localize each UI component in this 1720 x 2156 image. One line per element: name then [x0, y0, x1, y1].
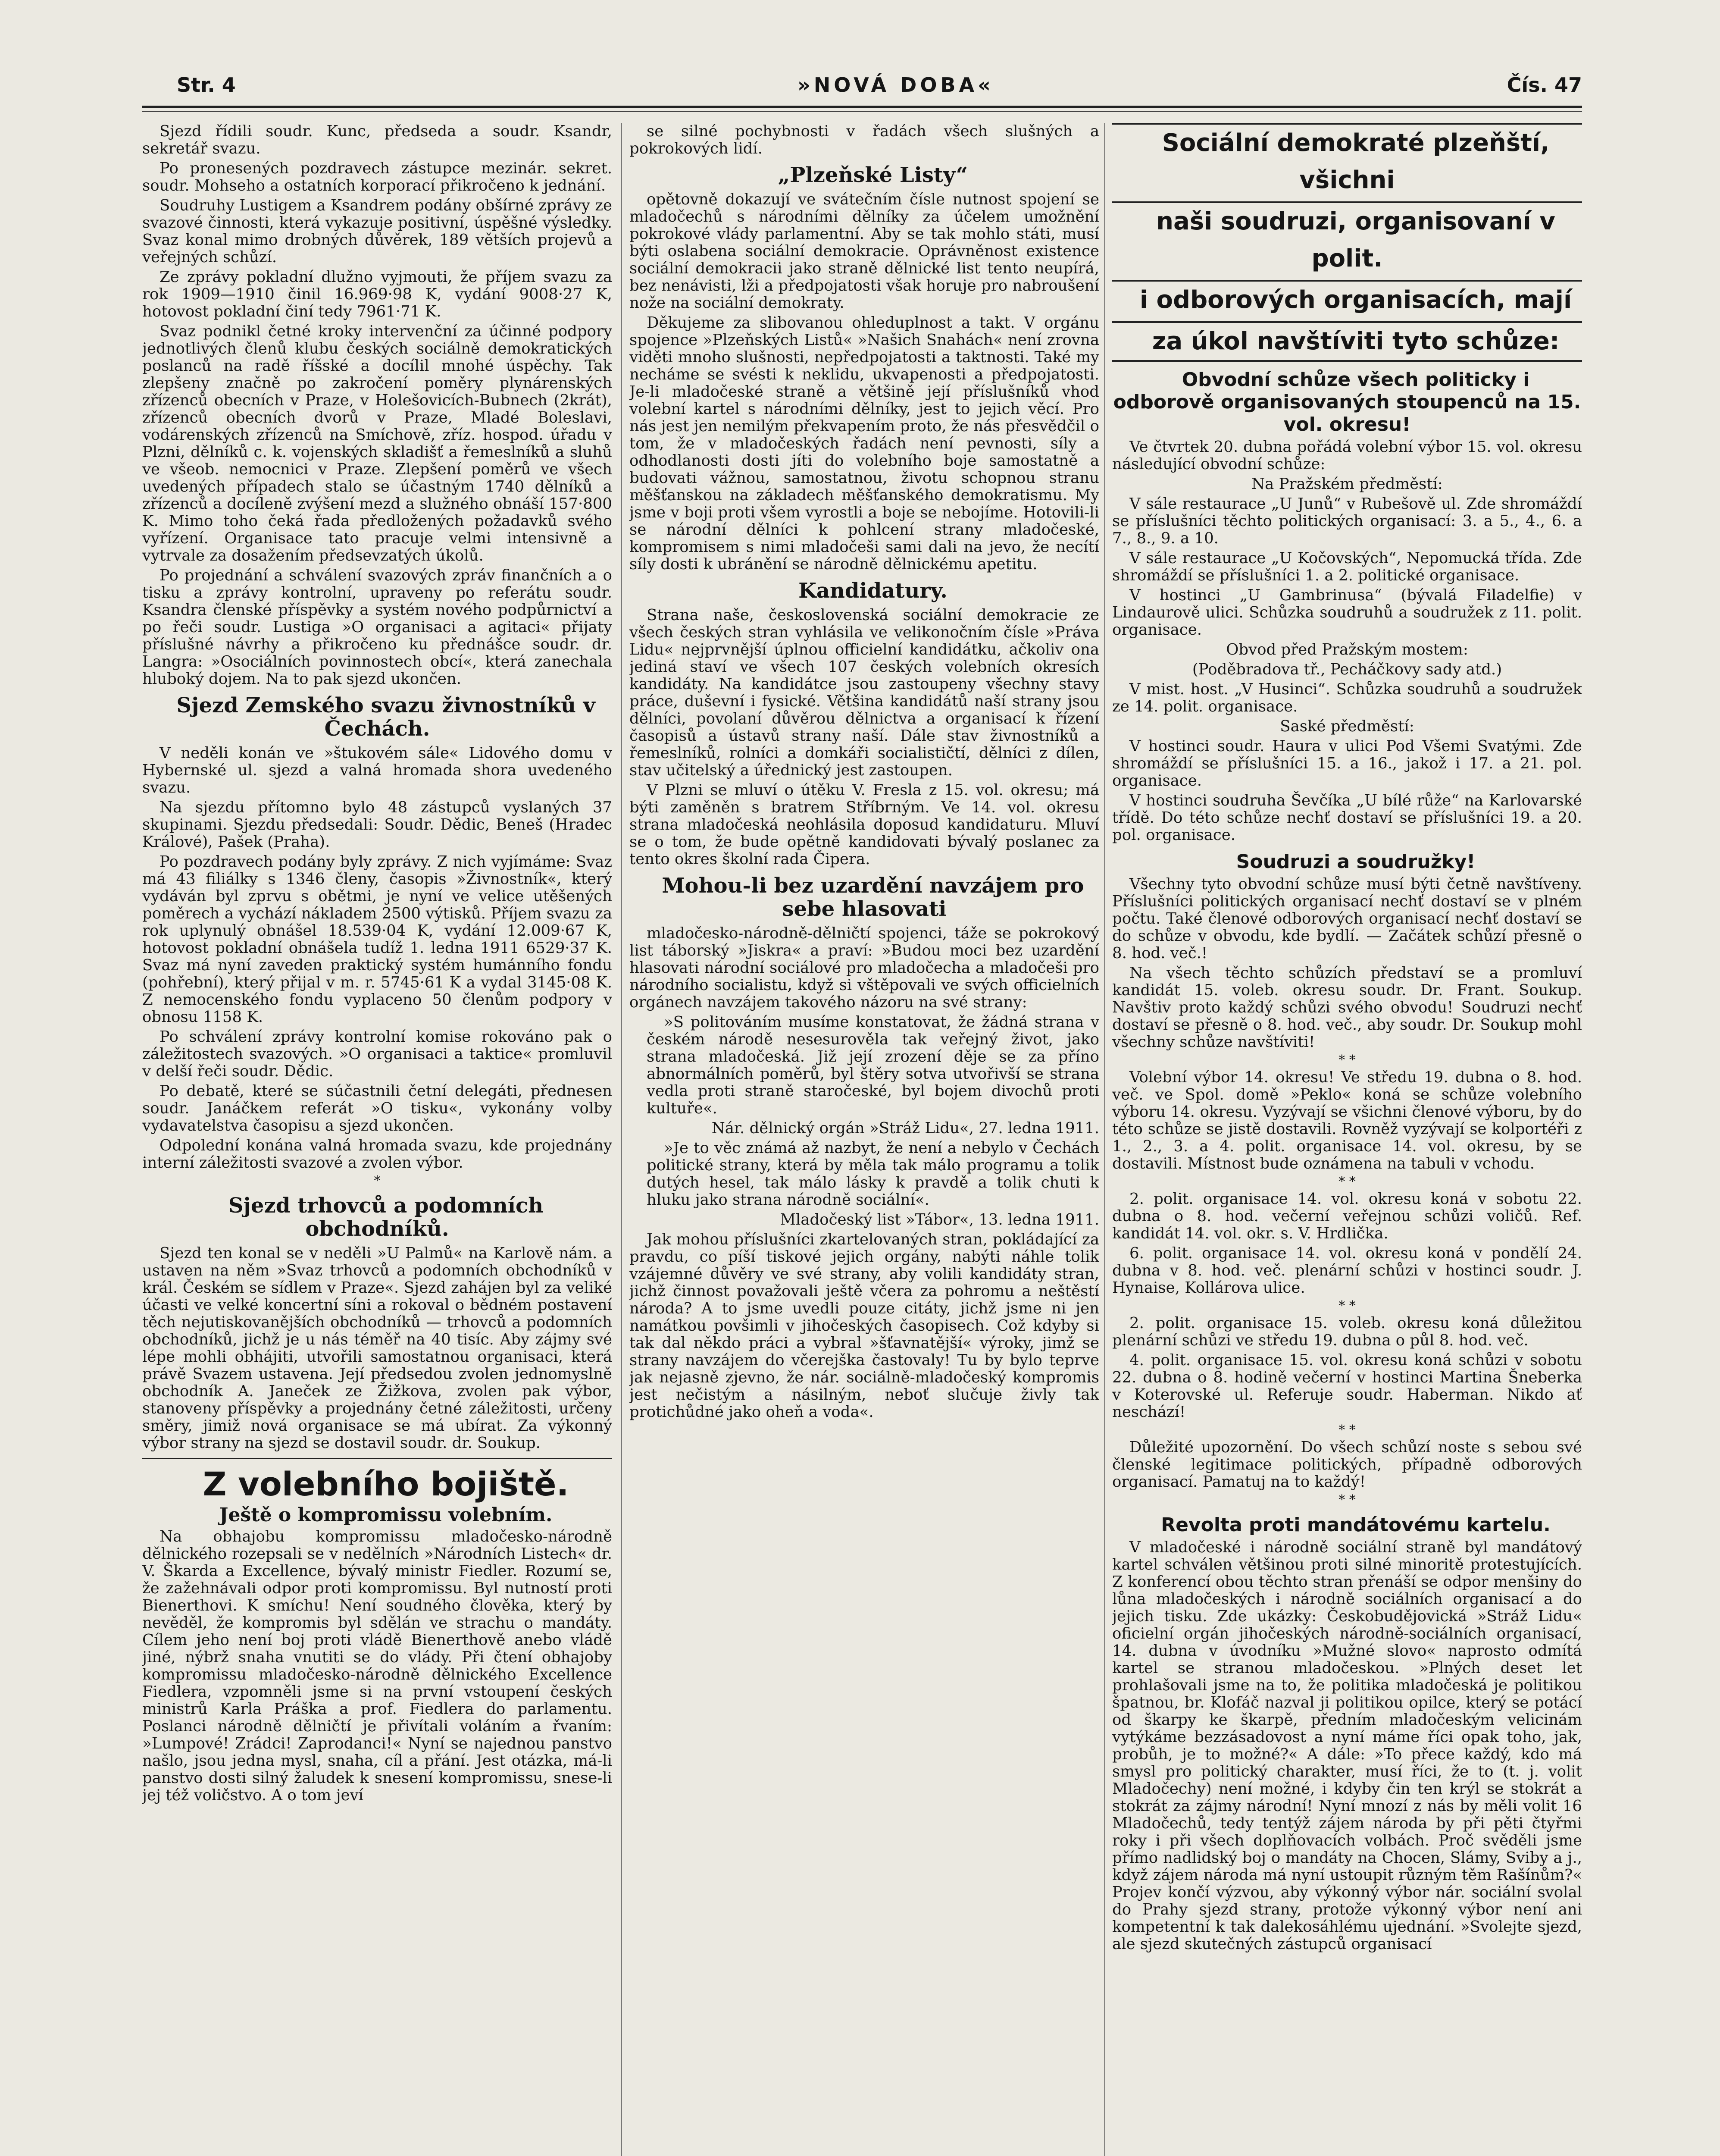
paragraph: Sjezd řídili soudr. Kunc, předseda a soudr. Ksandr, sekretář svazu.	[142, 123, 612, 157]
article-heading: Sjezd Zemského svazu živnostníků v Čechách.	[176, 693, 595, 741]
header-rule	[142, 106, 1582, 108]
paragraph: Po projednání a schválení svazových zpráv finančních a o tisku a zprávy kontrolní, upraveny po referátu soudr. Ksandra členské příspěvky a systém nového podpůrnictví a po řeči soudr. Lustiga »O organisaci a agitaci« přijaty příslušné návrhy a přikročeno ku přednášce soudr. dr. Langra: »Osociálních povinnostech obcí«, která zanechala hluboký dojem. Na to pak sjezd ukončen.	[142, 567, 612, 688]
notice-heading: Obvodní schůze všech politicky i odborově organisovaných stoupenců na 15. vol. okresu!	[1113, 369, 1581, 436]
paragraph: Na všech těchto schůzích představí se a promluví kandidát 15. voleb. okresu soudr. Dr. Frant. Soukup. Navštiv proto každý schůzi svého obvodu! Soudruzi nechť dostaví se přesně o 8. hod. več., aby soudr. Dr. Soukup mohl všechny schůze navštíviti!	[1112, 964, 1582, 1051]
paragraph: Strana naše, československá sociální demokracie ze všech českých stran vyhlásila ve velikonočním čísle »Práva Lidu« nejprvnější úplnou officielní kandidátku, ačkoliv ona jediná staví ve všech 107 českých volebních okresích kandidáty. Na kandidátce jsou zastoupeny všechny stavy práce, duševní i fysické. Většina kandidátů naší strany jsou dělníci, povolaní důvěrou dělnictva a organisací k řízení časopisů a ústavů strany naší. Dále stav živnostníků a řemeslníků, rolníci a domkáři socialističtí, dělníci z dílen, stav učitelský a úřednický jest zastoupen.	[629, 606, 1099, 779]
paragraph: V Plzni se mluví o útěku V. Fresla z 15. vol. okresu; má býti zaměněn s bratrem Stříbrným. Ve 14. vol. okresu strana mladočeská neohlásila doposud kandidaturu. Mluví se o tom, že bude opětně kandidovati bývalý poslanec za tento okres školní rada Čipera.	[629, 781, 1099, 868]
header-rule-thin	[142, 111, 1582, 112]
notice-heading: Revolta proti mandátovému kartelu.	[1161, 1514, 1551, 1536]
paragraph: 4. polit. organisace 15. vol. okresu koná schůzi v sobotu 22. dubna o 8. hodině večerní v hostinci Martina Šneberka v Koterovské ul. Referuje soudr. Haberman. Nikdo ať neschází!	[1112, 1351, 1582, 1421]
page-number: Str. 4	[177, 73, 236, 97]
banner-line: Sociální demokraté plzeňští, všichni	[1112, 123, 1582, 199]
district-label: Na Pražském předměstí:	[1251, 475, 1443, 493]
newspaper-title: »NOVÁ DOBA«	[797, 73, 994, 97]
separator-stars: * *	[1338, 1053, 1356, 1068]
section-heading: Z volebního bojiště.	[203, 1465, 569, 1503]
separator-stars: * *	[1338, 1423, 1356, 1438]
quotation: »Je to věc známá až nazbyt, že není a nebylo v Čechách politické strany, která by měla tak málo programu a tolik dutých hesel, tak málo lásky k pravdě a tolik chuti k hluku jako strana národně sociální«.	[647, 1139, 1099, 1209]
paragraph: Po pronesených pozdravech zástupce mezinár. sekret. soudr. Mohseho a ostatních korporací přikročeno k jednání.	[142, 160, 612, 194]
paragraph: Ve čtvrtek 20. dubna pořádá volební výbor 15. vol. okresu následující obvodní schůze:	[1112, 438, 1582, 473]
article-heading: Mohou-li bez uzardění navzájem pro sebe hlasovati	[662, 874, 1084, 921]
paragraph: Na sjezdu přítomno bylo 48 zástupců vyslaných 37 skupinami. Sjezdu předsedali: Soudr. Dědic, Beneš (Hradec Králové), Pašek (Praha).	[142, 799, 612, 851]
district-label: Obvod před Pražským mostem:	[1226, 641, 1468, 658]
paragraph: 2. polit. organisace 15. voleb. okresu koná důležitou plenární schůzi ve středu 19. dubna o půl 8. hod. več.	[1112, 1314, 1582, 1349]
section-subheading: Ještě o kompromissu volebním.	[219, 1504, 553, 1526]
article-heading: „Plzeňské Listy“	[778, 163, 968, 187]
paragraph: Po schválení zprávy kontrolní komise rokováno pak o záležitostech svazových. »O organisaci a taktice« promluvil v delší řeči soudr. Dědic.	[142, 1028, 612, 1080]
article-heading: Kandidatury.	[798, 579, 948, 603]
paragraph: V sále restaurace „U Junů“ v Rubešově ul. Zde shromáždí se příslušníci těchto politických organisací: 3. a 5., 4., 6. a 7., 8., 9. a 10.	[1112, 495, 1582, 547]
district-label: Saské předměstí:	[1280, 718, 1414, 735]
banner-line: i odborových organisacích, mají	[1112, 280, 1582, 319]
paragraph: V hostinci soudr. Haura v ulici Pod Všemi Svatými. Zde shromáždí se příslušníci 15. a 16., jakož i 17. a 21. pol. organisace.	[1112, 737, 1582, 790]
paragraph: Soudruhy Lustigem a Ksandrem podány obšírné zprávy ze svazové činnosti, která vykazuje positivní, úspěšné výsledky. Svaz konal mimo drobných důvěrek, 189 větších projevů a veřejných schůzí.	[142, 197, 612, 266]
paragraph: Svaz podnikl četné kroky intervenční za účinné podpory jednotlivých členů klubu českých sociálně demokratických poslanců na radě říšské a docílil mnohé úspěchy. Tak zlepšeny značně po zakročení poměry plynárenských zřízenců obecních v Praze, v Holešovicích-Bubnech (2krát), zřízenců obecních dvorů v Praze, Mladé Boleslavi, vodárenských zřízenců na Smíchově, zříz. hospod. úřadu v Plzni, dělníků c. k. vojenských skladišť a řemeslníků a sluhů ve všeob. nemocnici v Praze. Zlepšení poměrů ve všech uvedených případech stalo se účastným 1740 dělníků a zřízenců a docíleně zvýšení mezd a služného obnáší 157·800 K. Mimo toho čeká řada předložených požadavků svého vyřízení. Organisace tato pracuje velmi intensivně a vytrvale za dosažením předsevzatých úkolů.	[142, 323, 612, 564]
column-divider	[621, 123, 622, 2156]
banner-line: naši soudruzi, organisovaní v polit.	[1112, 201, 1582, 277]
column-3	[1112, 123, 1582, 2156]
quotation: »S politováním musíme konstatovat, že žádná strana v českém národě nesesurověla tak veřejný život, jako strana mladočeská. Již její zrození děje se za příno abnormálních poměrů, byl štěry sotva utvořivší se strana vedla proti straně staročeské, byl bojem divochů proti kultuře«.	[647, 1013, 1099, 1117]
paragraph: mladočesko-národně-dělničtí spojenci, táže se pokrokový list táborský »Jiskra« a praví: »Budou moci bez uzardění hlasovati národní sociálové pro mladočecha a mladočeši pro národního socialistu, když si vštěpovali ve svých officielních orgánech navzájem takového názoru na své strany:	[629, 924, 1099, 1011]
paragraph: Sjezd ten konal se v neděli »U Palmů« na Karlově nám. a ustaven na něm »Svaz trhovců a podomních obchodníků v král. Českém se sídlem v Praze«. Sjezd zahájen byl za veliké účasti ve velké koncertní síni a rokoval o bědném postavení těch nejutiskovanějších obchodníků — trhovců a podomních obchodníků, jichž je u nás téměř na 40 tisíc. Aby zájmy své lépe mohli obhájiti, utvořili samostatnou organisaci, která právě Svazem ustavena. Její předsedou zvolen jednomyslně obchodník A. Janeček ze Žižkova, zvolen pak výbor, stanoveny příspěvky a projednány četné záležitosti, určeny směry, jimiž nová organisace se má ubírat. Za výkonný výbor strany na sjezd se dostavil soudr. dr. Soukup.	[142, 1244, 612, 1452]
banner-line: za úkol navštíviti tyto schůze:	[1112, 321, 1582, 362]
quote-source: Mladočeský list »Tábor«, 13. ledna 1911.	[780, 1211, 1099, 1228]
paragraph: V sále restaurace „U Kočovských“, Nepomucká třída. Zde shromáždí se příslušníci 1. a 2. politické organisace.	[1112, 549, 1582, 584]
separator-stars: * *	[1338, 1174, 1356, 1189]
column-divider	[1104, 123, 1105, 2156]
quote-source: Nár. dělnický orgán »Stráž Lidu«, 27. ledna 1911.	[711, 1119, 1099, 1137]
notice-heading: Soudruzi a soudružky!	[1236, 851, 1476, 873]
paragraph: opětovně dokazují ve svátečním čísle nutnost spojení se mladočechů s národními dělníky za účelem umožnění pokrokové vlády parlamentní. Aby se tak mohlo státi, musí býti oslabena sociální demokracie. Oprávněnost existence sociální demokracii jako straně dělnické list tento neupírá, bez nenávisti, lži a předpojatosti však horuje pro nabroušení nože na sociální demokraty.	[629, 191, 1099, 312]
paragraph: Na obhajobu kompromissu mladočesko-národně dělnického rozepsali se v nedělních »Národních Listech« dr. V. Škarda a Excellence, bývalý ministr Fiedler. Rozumí se, že zažehnávali odpor proti kompromissu. Byl nutností proti Bienerthovi. K smíchu! Není soudného člověka, který by nevěděl, že kompromis byl sdělán ve strachu o mandáty. Cílem jeho není boj proti vládě Bienerthově anebo vládě jiné, nýbrž snaha vnutiti se do vlády. Při čtení obhajoby kompromissu mladočesko-národně dělnického Excellence Fiedlera, vzpomněli jsme si na první vstoupení českých ministrů Karla Práška a prof. Fiedlera do parlamentu. Poslanci národně dělničtí je přivítali voláním a řvaním: »Lumpové! Zrádci! Zaprodanci!« Nyní se najednou panstvo našlo, jsou jedna mysl, snaha, cíl a přání. Jest otázka, má-li panstvo dosti silný žaludek k snesení kompromissu, snese-li jej též voličstvo. A o tom jeví	[142, 1528, 612, 1804]
paragraph: Děkujeme za slibovanou ohleduplnost a takt. V orgánu spojence »Plzeňských Listů« »Našich Snahách« není zrovna viděti mnoho slušnosti, nepředpojatosti a taktnosti. Také my necháme se svésti k neklidu, ukvapenosti a předpojatosti. Je-li mladočeské straně a většině její příslušníků vhod volební kartel s národními dělníky, jest to jejich věcí. Pro nás jest jen nemilým překvapením proto, že nás přesvědčil o tom, že v mladočeských řadách není pevnosti, síly a odhodlanosti dosti jíti do volebního boje samostatně a budovati vážnou, samostatnou, životu schopnou stranu měšťanskou na základech měšťanského demokratismu. My jsme v boji proti všem vyrostli a boje se nebojíme. Hotovili-li se národní dělníci k pohlcení strany mladočeské, kompromisem s nimi mladočeši sami dali na jevo, že necítí síly dosti k ubránění se národně dělnickému apetitu.	[629, 314, 1099, 573]
paragraph: V mladočeské i národně sociální straně byl mandátový kartel schválen většinou proti silné minoritě protestujících. Z konferencí obou těchto stran přenáší se odpor menšiny do lůna mladočeských i národně sociálních organisací a do jejich tisku. Zde ukázky: Českobudějovická »Stráž Lidu« oficielní orgán jihočeských národně-sociálních organisací, 14. dubna v úvodníku »Mužné slovo« naprosto odmítá kartel se stranou mladočeskou. »Plných deset let prohlašovali jsme na to, že politika mladočeská je politikou špatnou, br. Klofáč nazval ji politikou opilce, který se potácí od škarpy ke škarpě, předním mladočeským velicinám vytýkáme bezzásadovost a nyní máme říci opak toho, jak, probůh, je to možné?« A dále: »To přece každý, kdo má smysl pro politický charakter, musí říci, že to (t. j. volit Mladočechy) není možné, i kdyby čin ten krýl se stokrát a stokrát za zájmy národní! Nyní mnozí z nás by měli volit 16 Mladočechů, tedy tentýž zájem národa by při pěti čtyřmi roky i při všech doplňovacích volbách. Proč svěděli jsme přímo nadlidský boj o mandáty na Chocen, Slámy, Sviby a j., když zájem národa má nyní ustoupit různým těm Rašínům?« Projev končí výzvou, aby výkonný výbor nár. sociální svolal do Prahy sjezd strany, protože výkonný výbor není ani kompetentní k tak dalekosáhlému ujednání. »Svolejte sjezd, ale sjezd skutečných zástupců organisací	[1112, 1539, 1582, 1953]
separator-stars: * *	[1338, 1298, 1356, 1313]
column-1	[142, 123, 612, 2156]
paragraph: Jak mohou příslušníci zkartelovaných stran, pokládající za pravdu, co píší tiskové jejich orgány, nabýti náhle tolik vzájemné důvěry ve své strany, aby volili kandidáty stran, jichž činnost považovali ještě včera za pohromu a neštěstí národa? A to jsme uvedli pouze citáty, jichž jsme ni jen namátkou povšimli v jihočeských časopisech. Což kdyby si tak dal někdo práci a vybral »šťavnatější« výroky, jimž se strany navzájem do včerejška častovaly! Tu by bylo teprve jak nejasně zjevno, že nár. sociálně-mladočeský kompromis jest nečistým a násilným, neboť slučuje živly tak protichůdné jako oheň a voda«.	[629, 1231, 1099, 1421]
section-rule	[142, 1458, 612, 1459]
paragraph: Po pozdravech podány byly zprávy. Z nich vyjímáme: Svaz má 43 filiálky s 1346 členy, časopis »Živnostník«, který vydáván byl zprvu s obětmi, je nyní ve velice utěšených poměrech a vychází nákladem 2500 výtisků. Příjem svazu za rok uplynulý obnášel 18.539·04 K, vydání 12.009·67 K, hotovost pokladní obnášela tudíž 1. ledna 1911 6529·37 K. Svaz má nyní zaveden praktický systém humánního fondu (pohřební), který přijal v m. r. 5745·61 K a vydal 3145·08 K. Z nemocenského fondu vyplaceno 50 členům podpory v obnosu 1158 K.	[142, 853, 612, 1026]
paragraph: 2. polit. organisace 14. vol. okresu koná v sobotu 22. dubna o 8. hod. večerní veřejnou schůzi voličů. Ref. kandidát 14. vol. okr. s. V. Hrdlička.	[1112, 1190, 1582, 1242]
separator-stars: * *	[1338, 1492, 1356, 1507]
paragraph: se silné pochybnosti v řadách všech slušných a pokrokových lidí.	[629, 123, 1099, 157]
column-2	[629, 123, 1099, 2156]
paragraph: Volební výbor 14. okresu! Ve středu 19. dubna o 8. hod. več. ve Spol. domě »Peklo« koná se schůze volebního výboru 14. okresu. Vyzývají se všichni členové výboru, by do této schůze se jistě dostavili. Rovněž vyzývají se kolportéři z 1., 2., 3. a 4. polit. organisace 14. vol. okresu, by se dostavili. Místnost bude oznámena na tabuli v vchodu.	[1112, 1069, 1582, 1172]
paragraph: V neděli konán ve »štukovém sále« Lidového domu v Hybernské ul. sjezd a valná hromada shora uvedeného svazu.	[142, 744, 612, 796]
paragraph: Odpolední konána valná hromada svazu, kde projednány interní záležitosti svazové a zvolen výbor.	[142, 1137, 612, 1172]
article-heading: Sjezd trhovců a podomních obchodníků.	[228, 1194, 544, 1241]
paragraph: Důležité upozornění. Do všech schůzí noste s sebou své členské legitimace politických, případně odborových organisací. Pamatuj na to každý!	[1112, 1438, 1582, 1491]
separator-stars: *	[374, 1173, 381, 1188]
paragraph: Všechny tyto obvodní schůze musí býti četně navštíveny. Příslušníci politických organisací nechť dostaví se v plném počtu. Také členové odborových organisací nechť dostaví se do schůze v obvodu, kde bydlí. — Začátek schůzí přesně o 8. hod. več.!	[1112, 875, 1582, 962]
paragraph: Po debatě, které se súčastnili četní delegáti, přednesen soudr. Janáčkem referát »O tisku«, vykonány volby vydavatelstva časopisu a sjezd ukončen.	[142, 1082, 612, 1134]
paragraph: V mist. host. „V Husinci“. Schůzka soudruhů a soudružek ze 14. polit. organisace.	[1112, 680, 1582, 715]
issue-number: Čís. 47	[1507, 73, 1582, 97]
district-label: (Poděbradova tř., Pecháčkovy sady atd.)	[1192, 661, 1502, 678]
paragraph: V hostinci „U Gambrinusa“ (bývalá Filadelfie) v Lindaurově ulici. Schůzka soudruhů a soudružek z 11. polit. organisace.	[1112, 586, 1582, 639]
paragraph: 6. polit. organisace 14. vol. okresu koná v pondělí 24. dubna v 8. hod. več. plenární schůzi v hostinci soudr. J. Hynaise, Kollárova ulice.	[1112, 1244, 1582, 1297]
paragraph: V hostinci soudruha Ševčíka „U bílé růže“ na Karlovarské třídě. Do této schůze nechť dostaví se příslušníci 19. a 20. pol. organisace.	[1112, 792, 1582, 844]
page-header	[142, 73, 1582, 103]
paragraph: Ze zprávy pokladní dlužno vyjmouti, že příjem svazu za rok 1909—1910 činil 16.969·98 K, vydání 9008·27 K, hotovost pokladní činí tedy 7961·71 K.	[142, 268, 612, 320]
